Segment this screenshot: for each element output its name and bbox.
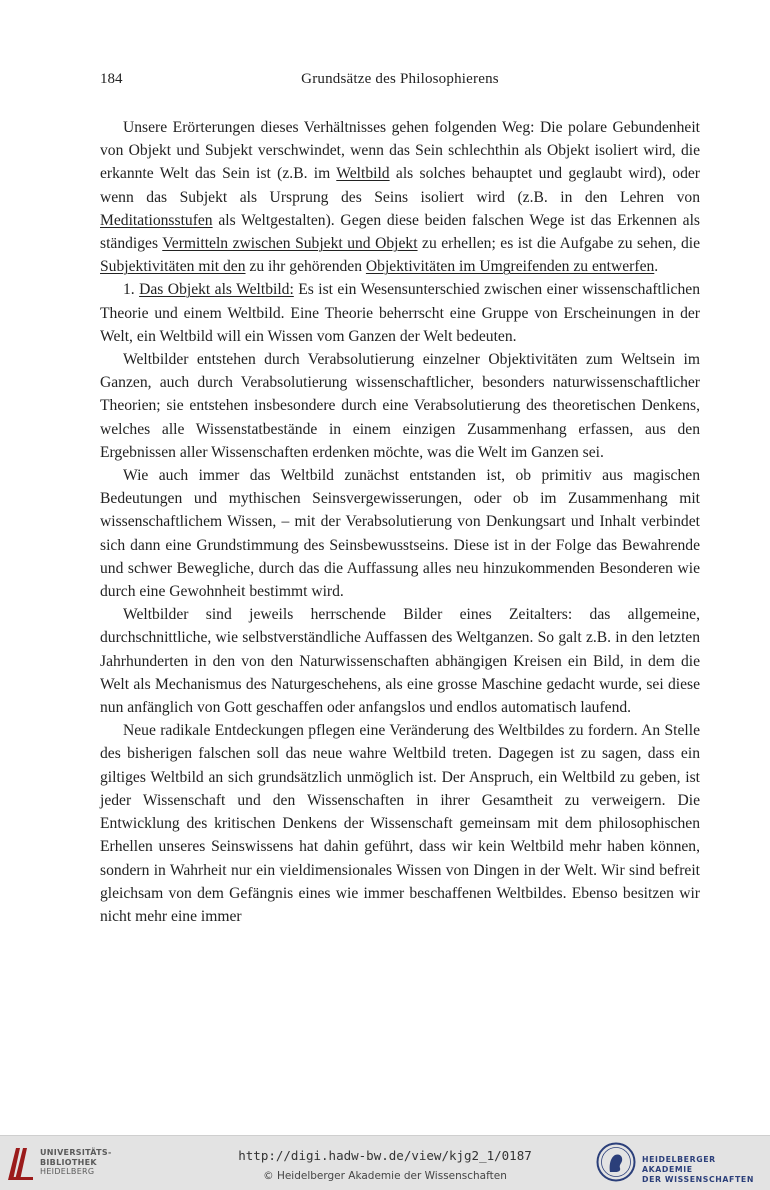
ub-logo-line: UNIVERSITÄTS- <box>40 1148 112 1157</box>
paragraph <box>100 719 700 928</box>
paragraph <box>100 603 700 719</box>
section-heading-underlined: Das Objekt als Weltbild: <box>139 281 294 299</box>
paragraph <box>100 116 700 278</box>
paragraph <box>100 348 700 464</box>
text-segment: zu ihr gehörenden <box>245 258 366 276</box>
page-header <box>100 71 700 93</box>
hadw-logo[interactable] <box>596 1142 764 1184</box>
copyright-notice: © Heidelberger Akademie der Wissenschaften <box>263 1170 507 1182</box>
underlined-term: Subjektivitäten mit den <box>100 258 246 276</box>
text-segment: Weltbilder entstehen durch Verabsolutierung einzelner Objektivitäten zum Weltsein im Ganzen, auch durch Verabsolutierung wissenschaftlicher, besonders naturwissenschaftlicher Theorien; sie entstehen insbesondere durch eine Verabsolutierung des theoretischen Denkens, welches alle Wissenstatbestände in einem einzigen Zusammenhang erfassen, aus den Ergebnissen aller Wissenschaften erdenken möchte, was die Welt im Ganzen sei. <box>100 351 700 461</box>
underlined-term: Meditationsstufen <box>100 211 213 229</box>
ub-logo-line: HEIDELBERG <box>40 1167 95 1176</box>
text-segment: Wie auch immer das Weltbild zunächst entstanden ist, ob primitiv aus magischen Bedeutungen und mythischen Seinsvergewisserungen, oder ob im Zusammenhang mit wissenschaftlichem Wissen, – mit der Verabsolutierung von Denkungsart und Inhalt verbindet sich dann eine Grundstimmung des Seinsbewusstseins. Diese ist in der Folge das Bewahrende und schwer Bewegliche, durch das die Auffassung alles neu hinzukommenden Besonderen wie durch eine Gewohnheit bestimmt wird. <box>100 467 700 601</box>
body-text <box>100 116 700 928</box>
paragraph <box>100 278 700 348</box>
ub-logo-line: BIBLIOTHEK <box>40 1157 97 1167</box>
paragraph <box>100 464 700 603</box>
text-segment: als solches behauptet und geglaubt wird), oder wenn das Subjekt als Ursprung des Seins isoliert wird (z.B. in den Lehren von <box>100 165 700 206</box>
text-segment: zu erhellen; es ist die Aufgabe zu sehen, die <box>417 235 701 253</box>
text-segment: Unsere Erörterungen dieses Verhältnisses gehen folgenden Weg: Die polare Gebundenheit von Objekt und Subjekt verschwindet, wenn das Sein schlechthin als Objekt isoliert wird, die erkannte Welt das Sein ist (z.B. im <box>100 119 700 183</box>
text-segment: Es ist ein Wesensunterschied zwischen einer wissenschaftlichen Theorie und einem Weltbild. Eine Theorie beherrscht eine Gruppe von Erscheinungen in der Welt, ein Weltbild will ein Wissen vom Ganzen der Welt bedeuten. <box>100 281 700 345</box>
page-number: 184 <box>100 71 123 87</box>
text-segment: . <box>654 258 659 276</box>
text-segment: Neue radikale Entdeckungen pflegen eine Veränderung des Weltbildes zu fordern. An Stelle des bisherigen falschen soll das neue wahre Weltbild treten. Dagegen ist zu sagen, dass ein giltiges Weltbild an sich grundsätzlich unmöglich ist. Der Anspruch, ein Weltbild zu geben, ist jeder Wissenschaft und den Wissenschaften in ihrer Gesamtheit zu verweigern. Die Entwicklung des kritischen Denkens der Wissenschaft gemeinsam mit dem philosophischen Erhellen unseres Seinswissens hat dahin geführt, dass wir kein Weltbild mehr haben können, sondern in Wahrheit nur ein vieldimensionales Wissen von Dingen in der Welt. Wir sind befreit gleichsam von dem Gefängnis eines wie immer beschaffenen Weltbildes. Ebenso besitzen wir nicht mehr eine immer <box>100 722 700 925</box>
permalink-url[interactable]: http://digi.hadw-bw.de/view/kjg2_1/0187 <box>238 1148 532 1163</box>
text-segment: Weltbilder sind jeweils herrschende Bilder eines Zeitalters: das allgemeine, durchschnittliche, wie selbstverständliche Auffassen des Weltganzen. So galt z.B. in den letzten Jahrhunderten in den von den Naturwissenschaften abhängigen Kreisen ein Bild, in dem die Welt als Mechanismus des Naturgeschehens, als eine grosse Maschine gedacht wurde, sei diese nun anfänglich von Gott geschaffen oder anfangslos und endlos automatisch laufend. <box>100 606 700 717</box>
underlined-term: Vermitteln zwischen Subjekt und Objekt <box>162 235 418 253</box>
hadw-logo-line: DER WISSENSCHAFTEN <box>642 1175 754 1184</box>
academy-seal-icon <box>596 1142 636 1182</box>
running-head: Grundsätze des Philosophierens <box>301 71 499 87</box>
viewer-footer <box>0 1135 770 1190</box>
underlined-term: Weltbild <box>336 165 390 183</box>
text-segment: 1. <box>123 281 140 299</box>
hadw-logo-line: HEIDELBERGER AKADEMIE <box>642 1155 716 1174</box>
underlined-term: Objektivitäten im Umgreifenden zu entwerfen <box>365 258 655 276</box>
text-segment: als Weltgestalten). Gegen diese beiden falschen Wege ist das Erkennen als ständiges <box>100 211 700 253</box>
hadw-logo-text <box>642 1155 764 1185</box>
